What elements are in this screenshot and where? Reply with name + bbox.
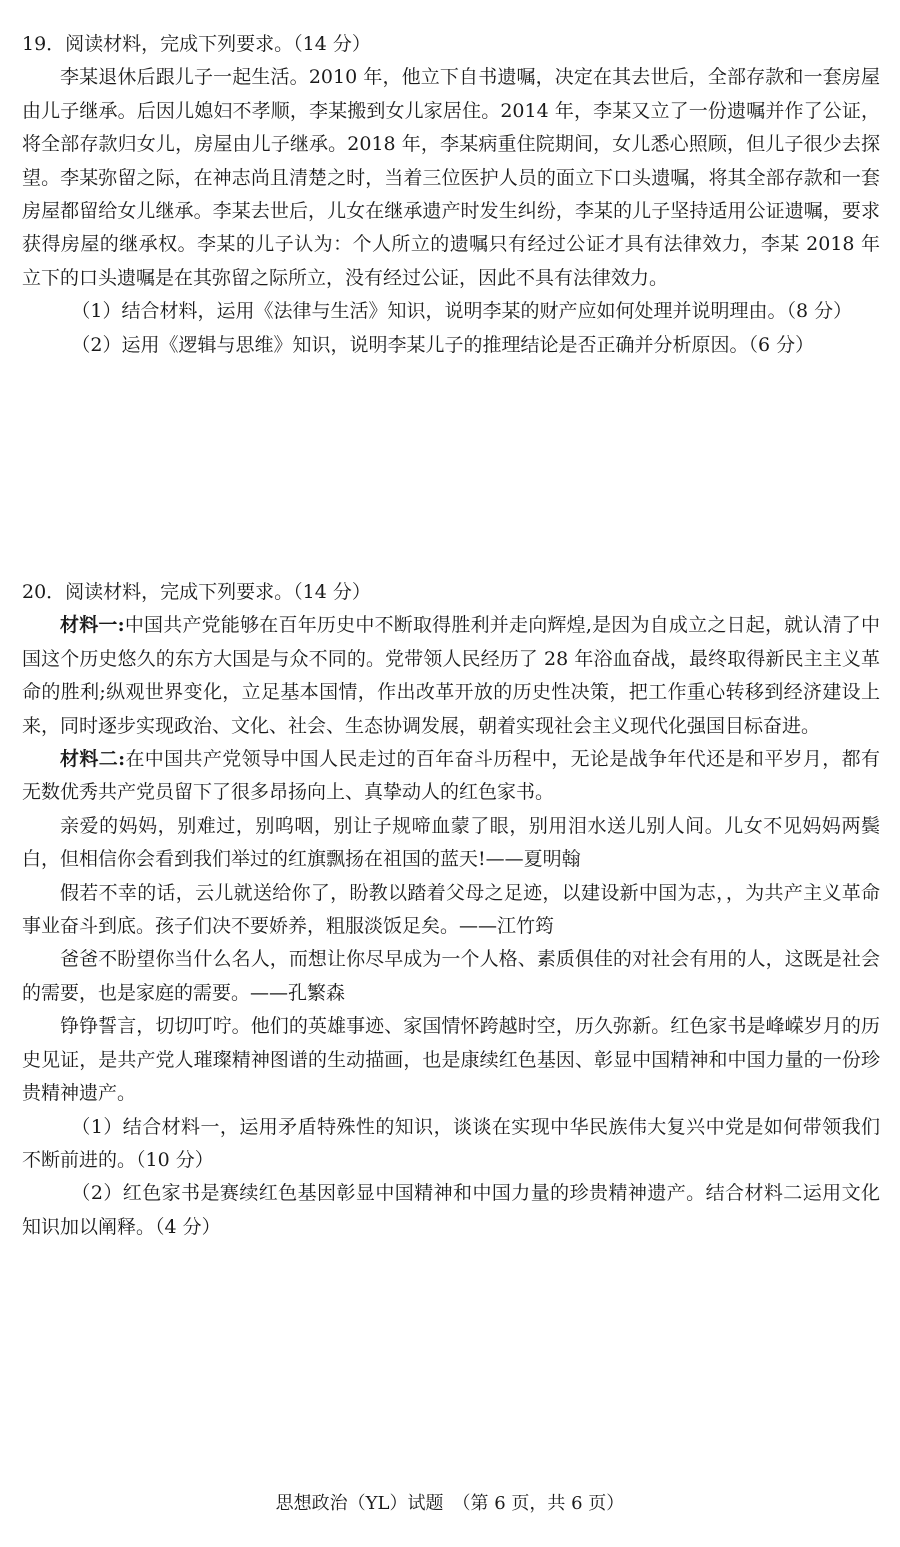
material-1-text: 中国共产党能够在百年历史中不断取得胜利并走向辉煌,是因为自成立之日起，就认清了中国这个历史悠久的东方大国是与众不同的。党带领人民经历了 28 年浴血奋战，最终取得新民主主义革命的胜利;纵观世界变化，立足基本国情，作出改革开放的历史性决策，把工作重心转移到经济建设上来，同时逐步实现政治、文化、社会、生态协调发展，朝着实现社会主义现代化强国目标奋进。 <box>22 614 880 737</box>
material-2-label: 材料二: <box>60 748 126 771</box>
question-20-material-1 <box>22 609 880 743</box>
question-20-title: 20．阅读材料，完成下列要求。（14 分） <box>22 581 371 603</box>
question-20-subquestion-2: （2）红色家书是赛续红色基因彰显中国精神和中国力量的珍贵精神遗产。结合材料二运用文化知识加以阐释。（4 分） <box>22 1182 880 1238</box>
question-20-subquestion-1: （1）结合材料一，运用矛盾特殊性的知识，谈谈在实现中华民族伟大复兴中党是如何带领我们不断前进的。（10 分） <box>22 1115 880 1171</box>
page-footer: 思想政治（YL）试题 （第 6 页，共 6 页） <box>275 1493 625 1514</box>
material-1-label: 材料一: <box>60 614 125 637</box>
question-19-subquestion-1: （1）结合材料，运用《法律与生活》知识，说明李某的财产应如何处理并说明理由。（8 分） <box>71 300 853 323</box>
question-19-title: 19．阅读材料，完成下列要求。（14 分） <box>22 33 371 55</box>
question-20-material-2 <box>22 743 880 810</box>
letter-xia-minghan: 亲爱的妈妈，别难过，别呜咽，别让子规啼血蒙了眼，别用泪水送儿别人间。儿女不见妈妈两鬓白，但相信你会看到我们举过的红旗飘扬在祖国的蓝天!——夏明翰 <box>22 814 880 871</box>
question-19-subquestion-2: （2）运用《逻辑与思维》知识，说明李某儿子的推理结论是否正确并分析原因。（6 分） <box>71 333 815 356</box>
letter-kong-fansen: 爸爸不盼望你当什么名人，而想让你尽早成为一个人格、素质俱佳的对社会有用的人，这既是社会的需要，也是家庭的需要。——孔繁森 <box>22 948 880 1004</box>
question-19-material: 李某退休后跟儿子一起生活。2010 年，他立下自书遗嘱，决定在其去世后，全部存款和一套房屋由儿子继承。后因儿媳妇不孝顺，李某搬到女儿家居住。2014 年，李某又立了一份遗嘱并作了公证，将全部存款归女儿，房屋由儿子继承。2018 年，李某病重住院期间，女儿悉心照顾，但儿子很少去探望。李某弥留之际，在神志尚且清楚之时，当着三位医护人员的面立下口头遗嘱，将其全部存款和一套房屋都留给女儿继承。李某去世后，儿女在继承遗产时发生纠纷，李某的儿子坚持适用公证遗嘱，要求获得房屋的继承权。李某的儿子认为：个人所立的遗嘱只有经过公证才具有法律效力，李某 2018 年立下的口头遗嘱是在其弥留之际所立，没有经过公证，因此不具有法律效力。 <box>22 66 880 289</box>
material-2-closing: 铮铮誓言，切切叮咛。他们的英雄事迹、家国情怀跨越时空，历久弥新。红色家书是峰嵘岁月的历史见证，是共产党人璀璨精神图谱的生动描画，也是康续红色基因、彰显中国精神和中国力量的一份珍贵精神遗产。 <box>22 1015 880 1105</box>
question-19 <box>22 28 880 362</box>
material-2-text: 在中国共产党领导中国人民走过的百年奋斗历程中，无论是战争年代还是和平岁月，都有无数优秀共产党员留下了很多昂扬向上、真挚动人的红色家书。 <box>22 748 880 804</box>
letter-jiang-zhujun: 假若不幸的话，云儿就送给你了，盼教以踏着父母之足迹，以建设新中国为志，，为共产主义革命事业奋斗到底。孩子们决不要娇养，粗服淡饭足矣。——江竹筠 <box>22 881 880 938</box>
question-20 <box>22 576 880 1244</box>
